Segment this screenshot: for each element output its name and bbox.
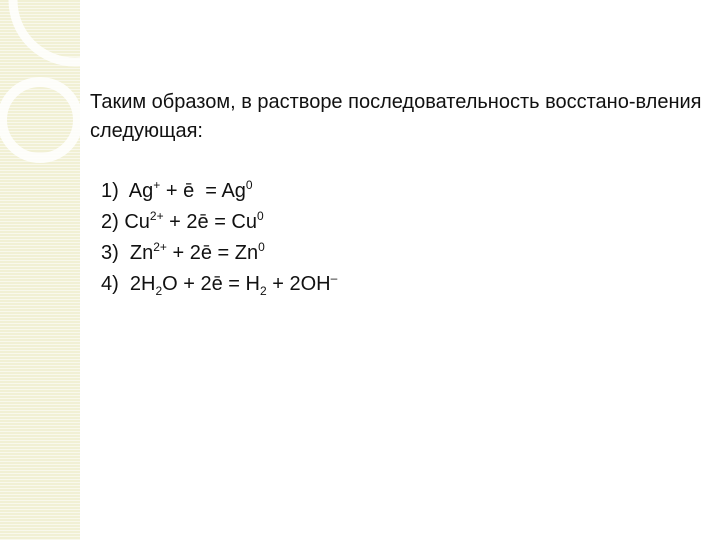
equation-superscript: 2+ [149, 209, 164, 223]
equation-superscript: 0 [257, 209, 264, 223]
equation-line [101, 269, 337, 300]
equation-superscript: + [153, 178, 161, 192]
equation-superscript: – [330, 271, 338, 285]
decorative-side-band [0, 0, 80, 540]
equation-text: + ē = Ag [160, 180, 246, 202]
equation-superscript: 2+ [153, 240, 167, 254]
equation-text: 3) Zn [101, 242, 154, 264]
equation-text: + 2OH [266, 273, 331, 295]
equation-subscript: 2 [155, 284, 163, 298]
equation-superscript: 0 [258, 240, 265, 254]
equation-list [101, 176, 337, 300]
equation-superscript: 0 [245, 178, 253, 192]
swirl-decoration [0, 0, 80, 540]
intro-paragraph: Таким образом, в растворе последовательность восстано-вления следующая: [90, 91, 702, 142]
equation-line [101, 207, 337, 238]
equation-subscript: 2 [260, 284, 267, 298]
equation-line [101, 176, 337, 207]
equation-text: 1) Ag [101, 180, 154, 202]
equation-text: 4) 2H [101, 273, 156, 295]
equation-text: O + 2ē = H [162, 273, 260, 295]
equation-text: + 2ē = Cu [163, 211, 257, 233]
equation-text: + 2ē = Zn [166, 242, 259, 264]
equation-line [101, 238, 337, 269]
equation-text: 2) Cu [101, 211, 150, 233]
